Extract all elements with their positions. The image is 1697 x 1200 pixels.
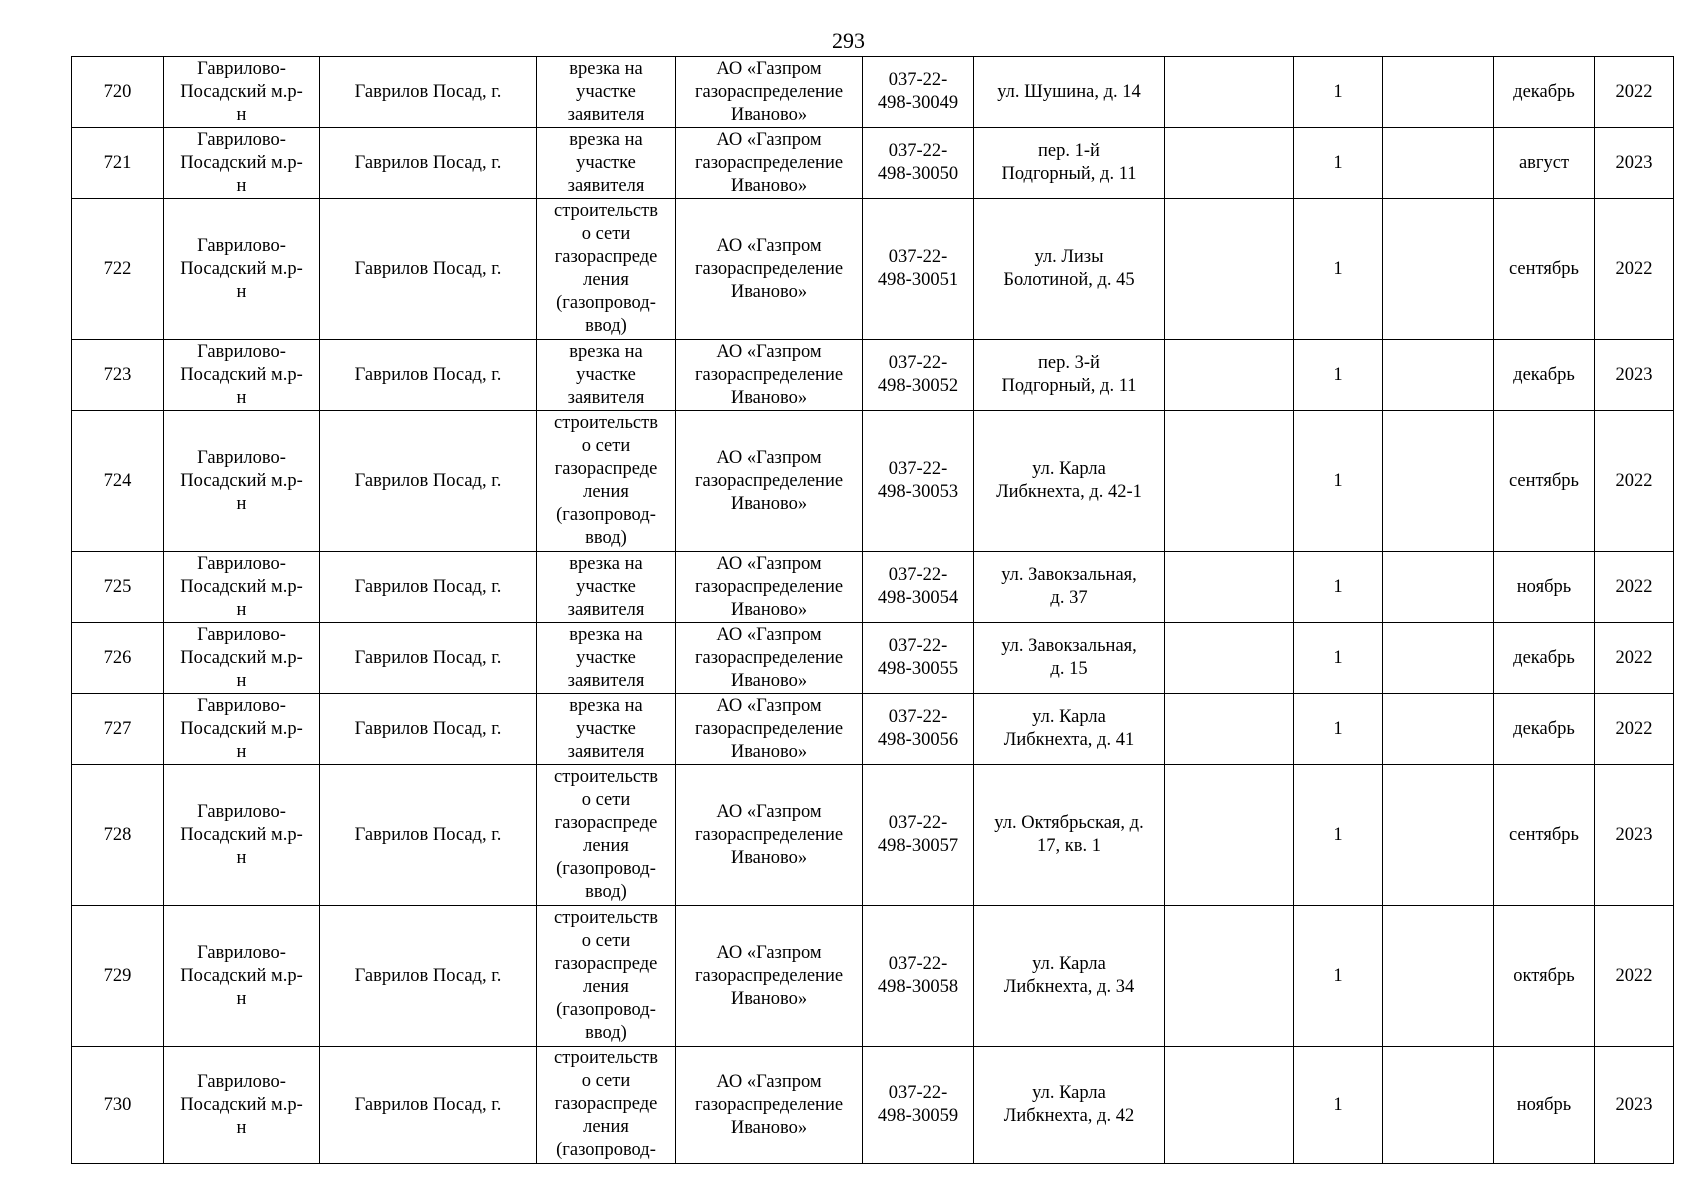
work-type-cell: врезка на участке заявителя xyxy=(537,623,676,694)
table-row xyxy=(72,128,1674,199)
district-cell: Гаврилово- Посадский м.р- н xyxy=(164,906,320,1047)
quantity-cell: 1 xyxy=(1294,1047,1383,1164)
row-number-cell: 724 xyxy=(72,411,164,552)
district-cell: Гаврилово- Посадский м.р- н xyxy=(164,128,320,199)
quantity-cell: 1 xyxy=(1294,552,1383,623)
row-number-cell: 728 xyxy=(72,765,164,906)
code-cell: 037-22- 498-30049 xyxy=(863,57,974,128)
quantity-cell: 1 xyxy=(1294,340,1383,411)
month-cell: август xyxy=(1494,128,1595,199)
empty-cell xyxy=(1165,199,1294,340)
code-cell: 037-22- 498-30056 xyxy=(863,694,974,765)
row-number-cell: 725 xyxy=(72,552,164,623)
work-type-cell: строительств о сети газораспреде ления (газопровод- ввод) xyxy=(537,765,676,906)
month-cell: сентябрь xyxy=(1494,199,1595,340)
organization-cell: АО «Газпром газораспределение Иваново» xyxy=(676,411,863,552)
year-cell: 2022 xyxy=(1595,199,1674,340)
work-type-cell: строительств о сети газораспреде ления (газопровод- xyxy=(537,1047,676,1164)
district-cell: Гаврилово- Посадский м.р- н xyxy=(164,340,320,411)
empty-cell xyxy=(1165,340,1294,411)
month-cell: сентябрь xyxy=(1494,411,1595,552)
address-cell: пер. 3-й Подгорный, д. 11 xyxy=(974,340,1165,411)
code-cell: 037-22- 498-30057 xyxy=(863,765,974,906)
locality-cell: Гаврилов Посад, г. xyxy=(320,128,537,199)
locality-cell: Гаврилов Посад, г. xyxy=(320,57,537,128)
empty-cell xyxy=(1383,411,1494,552)
empty-cell xyxy=(1383,1047,1494,1164)
work-type-cell: врезка на участке заявителя xyxy=(537,552,676,623)
year-cell: 2022 xyxy=(1595,694,1674,765)
table-row xyxy=(72,623,1674,694)
district-cell: Гаврилово- Посадский м.р- н xyxy=(164,57,320,128)
empty-cell xyxy=(1383,128,1494,199)
district-cell: Гаврилово- Посадский м.р- н xyxy=(164,411,320,552)
organization-cell: АО «Газпром газораспределение Иваново» xyxy=(676,1047,863,1164)
work-type-cell: строительств о сети газораспреде ления (газопровод- ввод) xyxy=(537,411,676,552)
row-number-cell: 723 xyxy=(72,340,164,411)
code-cell: 037-22- 498-30053 xyxy=(863,411,974,552)
year-cell: 2023 xyxy=(1595,340,1674,411)
work-type-cell: врезка на участке заявителя xyxy=(537,694,676,765)
quantity-cell: 1 xyxy=(1294,199,1383,340)
row-number-cell: 720 xyxy=(72,57,164,128)
locality-cell: Гаврилов Посад, г. xyxy=(320,340,537,411)
organization-cell: АО «Газпром газораспределение Иваново» xyxy=(676,199,863,340)
empty-cell xyxy=(1165,765,1294,906)
row-number-cell: 721 xyxy=(72,128,164,199)
quantity-cell: 1 xyxy=(1294,623,1383,694)
code-cell: 037-22- 498-30059 xyxy=(863,1047,974,1164)
locality-cell: Гаврилов Посад, г. xyxy=(320,906,537,1047)
row-number-cell: 730 xyxy=(72,1047,164,1164)
code-cell: 037-22- 498-30054 xyxy=(863,552,974,623)
empty-cell xyxy=(1383,623,1494,694)
year-cell: 2023 xyxy=(1595,765,1674,906)
organization-cell: АО «Газпром газораспределение Иваново» xyxy=(676,340,863,411)
empty-cell xyxy=(1165,1047,1294,1164)
month-cell: декабрь xyxy=(1494,340,1595,411)
empty-cell xyxy=(1383,199,1494,340)
empty-cell xyxy=(1165,623,1294,694)
address-cell: ул. Карла Либкнехта, д. 41 xyxy=(974,694,1165,765)
row-number-cell: 727 xyxy=(72,694,164,765)
year-cell: 2022 xyxy=(1595,57,1674,128)
month-cell: сентябрь xyxy=(1494,765,1595,906)
locality-cell: Гаврилов Посад, г. xyxy=(320,411,537,552)
district-cell: Гаврилово- Посадский м.р- н xyxy=(164,552,320,623)
year-cell: 2022 xyxy=(1595,623,1674,694)
year-cell: 2022 xyxy=(1595,906,1674,1047)
empty-cell xyxy=(1383,340,1494,411)
page-number: 293 xyxy=(832,28,865,53)
work-type-cell: строительств о сети газораспреде ления (газопровод- ввод) xyxy=(537,199,676,340)
work-type-cell: строительств о сети газораспреде ления (газопровод- ввод) xyxy=(537,906,676,1047)
connections-table xyxy=(71,56,1674,1164)
empty-cell xyxy=(1383,552,1494,623)
address-cell: ул. Лизы Болотиной, д. 45 xyxy=(974,199,1165,340)
code-cell: 037-22- 498-30050 xyxy=(863,128,974,199)
quantity-cell: 1 xyxy=(1294,906,1383,1047)
locality-cell: Гаврилов Посад, г. xyxy=(320,552,537,623)
district-cell: Гаврилово- Посадский м.р- н xyxy=(164,765,320,906)
empty-cell xyxy=(1165,128,1294,199)
code-cell: 037-22- 498-30051 xyxy=(863,199,974,340)
month-cell: октябрь xyxy=(1494,906,1595,1047)
code-cell: 037-22- 498-30058 xyxy=(863,906,974,1047)
district-cell: Гаврилово- Посадский м.р- н xyxy=(164,694,320,765)
address-cell: ул. Завокзальная, д. 37 xyxy=(974,552,1165,623)
organization-cell: АО «Газпром газораспределение Иваново» xyxy=(676,128,863,199)
table-row xyxy=(72,1047,1674,1164)
address-cell: ул. Завокзальная, д. 15 xyxy=(974,623,1165,694)
locality-cell: Гаврилов Посад, г. xyxy=(320,1047,537,1164)
quantity-cell: 1 xyxy=(1294,57,1383,128)
table-row xyxy=(72,694,1674,765)
empty-cell xyxy=(1165,906,1294,1047)
table-row xyxy=(72,340,1674,411)
row-number-cell: 729 xyxy=(72,906,164,1047)
empty-cell xyxy=(1383,906,1494,1047)
year-cell: 2022 xyxy=(1595,552,1674,623)
organization-cell: АО «Газпром газораспределение Иваново» xyxy=(676,623,863,694)
empty-cell xyxy=(1165,552,1294,623)
year-cell: 2023 xyxy=(1595,128,1674,199)
row-number-cell: 722 xyxy=(72,199,164,340)
table-row xyxy=(72,411,1674,552)
code-cell: 037-22- 498-30055 xyxy=(863,623,974,694)
work-type-cell: врезка на участке заявителя xyxy=(537,128,676,199)
table-row xyxy=(72,906,1674,1047)
quantity-cell: 1 xyxy=(1294,765,1383,906)
organization-cell: АО «Газпром газораспределение Иваново» xyxy=(676,552,863,623)
quantity-cell: 1 xyxy=(1294,411,1383,552)
row-number-cell: 726 xyxy=(72,623,164,694)
organization-cell: АО «Газпром газораспределение Иваново» xyxy=(676,765,863,906)
table-row xyxy=(72,57,1674,128)
locality-cell: Гаврилов Посад, г. xyxy=(320,623,537,694)
empty-cell xyxy=(1383,57,1494,128)
quantity-cell: 1 xyxy=(1294,128,1383,199)
address-cell: пер. 1-й Подгорный, д. 11 xyxy=(974,128,1165,199)
organization-cell: АО «Газпром газораспределение Иваново» xyxy=(676,57,863,128)
year-cell: 2023 xyxy=(1595,1047,1674,1164)
organization-cell: АО «Газпром газораспределение Иваново» xyxy=(676,694,863,765)
table-row xyxy=(72,199,1674,340)
month-cell: ноябрь xyxy=(1494,1047,1595,1164)
empty-cell xyxy=(1383,694,1494,765)
locality-cell: Гаврилов Посад, г. xyxy=(320,694,537,765)
month-cell: ноябрь xyxy=(1494,552,1595,623)
table-row xyxy=(72,765,1674,906)
locality-cell: Гаврилов Посад, г. xyxy=(320,199,537,340)
district-cell: Гаврилово- Посадский м.р- н xyxy=(164,199,320,340)
district-cell: Гаврилово- Посадский м.р- н xyxy=(164,623,320,694)
locality-cell: Гаврилов Посад, г. xyxy=(320,765,537,906)
empty-cell xyxy=(1165,694,1294,765)
quantity-cell: 1 xyxy=(1294,694,1383,765)
code-cell: 037-22- 498-30052 xyxy=(863,340,974,411)
table-row xyxy=(72,552,1674,623)
month-cell: декабрь xyxy=(1494,57,1595,128)
district-cell: Гаврилово- Посадский м.р- н xyxy=(164,1047,320,1164)
empty-cell xyxy=(1165,411,1294,552)
address-cell: ул. Карла Либкнехта, д. 42-1 xyxy=(974,411,1165,552)
month-cell: декабрь xyxy=(1494,623,1595,694)
address-cell: ул. Карла Либкнехта, д. 42 xyxy=(974,1047,1165,1164)
work-type-cell: врезка на участке заявителя xyxy=(537,340,676,411)
work-type-cell: врезка на участке заявителя xyxy=(537,57,676,128)
address-cell: ул. Карла Либкнехта, д. 34 xyxy=(974,906,1165,1047)
address-cell: ул. Октябрьская, д. 17, кв. 1 xyxy=(974,765,1165,906)
empty-cell xyxy=(1165,57,1294,128)
empty-cell xyxy=(1383,765,1494,906)
address-cell: ул. Шушина, д. 14 xyxy=(974,57,1165,128)
year-cell: 2022 xyxy=(1595,411,1674,552)
organization-cell: АО «Газпром газораспределение Иваново» xyxy=(676,906,863,1047)
month-cell: декабрь xyxy=(1494,694,1595,765)
